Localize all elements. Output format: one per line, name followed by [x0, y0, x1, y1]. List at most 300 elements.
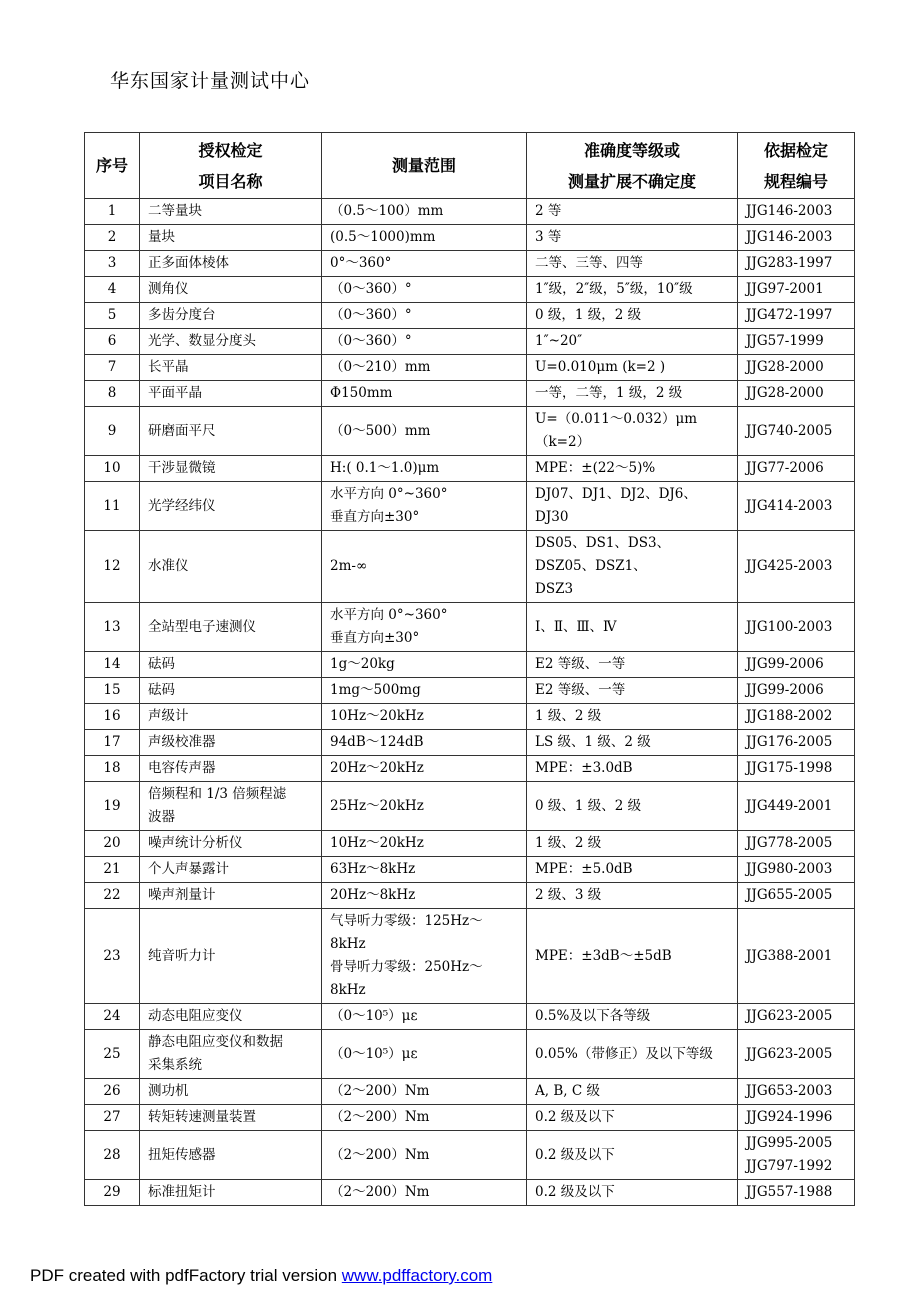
cell-name	[140, 303, 322, 329]
cell-accuracy	[527, 909, 738, 1004]
header-no: 序号	[85, 133, 140, 199]
cell-accuracy	[527, 329, 738, 355]
table-row	[85, 531, 855, 603]
cell-range-line: 1g～20kg	[330, 656, 395, 672]
cell-name-line: 干涉显微镜	[148, 460, 216, 476]
header-name-line: 授权检定	[198, 140, 263, 160]
cell-accuracy	[527, 1079, 738, 1105]
cell-range	[322, 531, 527, 603]
cell-no: 7	[85, 355, 140, 381]
cell-accuracy-line: DJ07、DJ1、DJ2、DJ6、DJ30	[535, 486, 697, 525]
cell-accuracy	[527, 678, 738, 704]
table-row	[85, 355, 855, 381]
cell-range	[322, 199, 527, 225]
cell-name-line: 水准仪	[148, 558, 189, 574]
cell-no: 26	[85, 1079, 140, 1105]
cell-range-line: H:( 0.1～1.0)μm	[330, 460, 440, 476]
cell-range-line: 1mg～500mg	[330, 682, 421, 698]
cell-accuracy-line: 2 级、3 级	[535, 887, 602, 903]
page-title: 华东国家计量测试中心	[110, 70, 311, 92]
cell-range-line: 8kHz	[330, 936, 366, 952]
cell-reg-line: JJG740-2005	[746, 422, 833, 439]
cell-accuracy-line: DSZ3	[535, 581, 574, 597]
table-row	[85, 831, 855, 857]
cell-accuracy-line: E2 等级、一等	[535, 682, 626, 698]
cell-no: 21	[85, 857, 140, 883]
cell-reg-line: JJG623-2005	[746, 1045, 833, 1062]
cell-accuracy	[527, 1004, 738, 1030]
cell-accuracy-line: U=（0.011～0.032）μm	[535, 411, 698, 427]
cell-reg-line: JJG146-2003	[746, 229, 833, 245]
cell-range	[322, 883, 527, 909]
cell-range	[322, 1030, 527, 1079]
cell-accuracy-line: 一等，二等，1 级，2 级	[535, 385, 683, 401]
header-accuracy-line: 测量扩展不确定度	[567, 171, 696, 191]
cell-name-line: 电容传声器	[148, 760, 216, 776]
cell-name	[140, 1180, 322, 1206]
cell-no: 9	[85, 407, 140, 456]
table-row	[85, 730, 855, 756]
cell-range	[322, 277, 527, 303]
cell-name	[140, 277, 322, 303]
cell-accuracy-line: MPE：±5.0dB	[535, 861, 633, 877]
cell-no: 10	[85, 456, 140, 482]
cell-name-line: 光学、数显分度头	[148, 333, 256, 349]
cell-name	[140, 1030, 322, 1079]
cell-reg-line: JJG924-1996	[746, 1109, 833, 1125]
cell-name-line: 研磨面平尺	[148, 422, 216, 439]
cell-range-line: 气导听力零级：125Hz～	[330, 913, 483, 929]
cell-accuracy-line: MPE：±3.0dB	[535, 760, 633, 776]
cell-reg	[738, 381, 855, 407]
cell-range	[322, 909, 527, 1004]
cell-name-line: 噪声剂量计	[148, 887, 216, 903]
cell-no: 29	[85, 1180, 140, 1206]
cell-range-line: （2～200）Nm	[330, 1083, 430, 1099]
cell-no: 18	[85, 756, 140, 782]
table-row	[85, 277, 855, 303]
cell-no: 13	[85, 603, 140, 652]
table-row	[85, 251, 855, 277]
cell-range	[322, 1131, 527, 1180]
cell-range	[322, 652, 527, 678]
cell-reg	[738, 603, 855, 652]
table-row	[85, 782, 855, 831]
cell-name-line: 声级计	[148, 708, 189, 724]
table-row	[85, 756, 855, 782]
cell-accuracy	[527, 652, 738, 678]
header-accuracy-line: 准确度等级或	[583, 140, 680, 160]
cell-name-line: 动态电阻应变仪	[148, 1008, 243, 1024]
cell-range	[322, 857, 527, 883]
cell-range	[322, 251, 527, 277]
cell-accuracy	[527, 303, 738, 329]
header-range: 测量范围	[322, 133, 527, 199]
cell-no: 22	[85, 883, 140, 909]
cell-accuracy	[527, 199, 738, 225]
table-row	[85, 1030, 855, 1079]
cell-name-line: 量块	[148, 229, 175, 245]
cell-reg-line: JJG175-1998	[746, 760, 833, 776]
cell-reg-line: JJG980-2003	[746, 861, 833, 877]
cell-reg	[738, 704, 855, 730]
cell-no: 6	[85, 329, 140, 355]
cell-reg-line: JJG995-2005	[746, 1135, 833, 1151]
table-row	[85, 456, 855, 482]
cell-reg-line: JJG99-2006	[746, 656, 824, 672]
cell-range	[322, 1079, 527, 1105]
table-row	[85, 1079, 855, 1105]
cell-name	[140, 831, 322, 857]
cell-reg-line: JJG472-1997	[746, 307, 833, 323]
cell-no: 1	[85, 199, 140, 225]
cell-accuracy-line: 0.2 级及以下	[535, 1146, 615, 1163]
cell-name-line: 多齿分度台	[148, 307, 216, 323]
cell-name	[140, 756, 322, 782]
cell-reg	[738, 329, 855, 355]
cell-accuracy-line: 1 级、2 级	[535, 708, 602, 724]
cell-range-line: （0～360）°	[330, 307, 412, 323]
cell-no: 4	[85, 277, 140, 303]
cell-range	[322, 303, 527, 329]
header-regulation-line: 规程编号	[763, 171, 828, 191]
cell-range-line: 骨导听力零级：250Hz～	[330, 959, 483, 975]
cell-name	[140, 381, 322, 407]
cell-accuracy	[527, 603, 738, 652]
header-accuracy	[527, 133, 738, 199]
cell-range-line: 20Hz～8kHz	[330, 887, 416, 903]
cell-no: 12	[85, 531, 140, 603]
cell-accuracy-line: 0.5%及以下各等级	[535, 1008, 651, 1024]
cell-range-line: （2～200）Nm	[330, 1184, 430, 1200]
cell-reg	[738, 1180, 855, 1206]
cell-reg-line: JJG176-2005	[746, 734, 833, 750]
cell-reg	[738, 482, 855, 531]
cell-range-line: （0～500）mm	[330, 422, 431, 439]
cell-range-line: （2～200）Nm	[330, 1146, 430, 1163]
cell-accuracy	[527, 407, 738, 456]
cell-range-line: 水平方向 0°~360°	[330, 607, 448, 623]
cell-name	[140, 782, 322, 831]
cell-no: 28	[85, 1131, 140, 1180]
cell-range-line: (0.5～1000)mm	[330, 229, 436, 245]
cell-accuracy	[527, 531, 738, 603]
cell-no: 3	[85, 251, 140, 277]
cell-name-line: 声级校准器	[148, 734, 216, 750]
cell-reg-line: JJG778-2005	[746, 835, 833, 851]
cell-no: 27	[85, 1105, 140, 1131]
cell-range	[322, 407, 527, 456]
cell-range	[322, 329, 527, 355]
table-row	[85, 704, 855, 730]
cell-range-line: Φ150mm	[330, 385, 393, 401]
cell-no: 8	[85, 381, 140, 407]
cell-accuracy-line: 0 级，1 级，2 级	[535, 307, 642, 323]
table-row	[85, 225, 855, 251]
cell-accuracy-line: 1″~20″	[535, 333, 583, 349]
cell-name	[140, 678, 322, 704]
cell-range-line: 8kHz	[330, 982, 366, 998]
cell-accuracy	[527, 251, 738, 277]
table-row	[85, 1180, 855, 1206]
cell-accuracy-line: 二等、三等、四等	[535, 255, 643, 271]
cell-name-line: 平面平晶	[148, 385, 202, 401]
cell-name-line: 测角仪	[148, 281, 189, 297]
table-row	[85, 407, 855, 456]
table-body	[85, 199, 855, 1206]
cell-range-line: 10Hz～20kHz	[330, 835, 424, 851]
cell-name	[140, 199, 322, 225]
cell-name-line: 转矩转速测量装置	[148, 1109, 256, 1125]
cell-name	[140, 883, 322, 909]
table-row	[85, 1131, 855, 1180]
cell-range	[322, 482, 527, 531]
cell-reg-line: JJG57-1999	[746, 333, 824, 349]
cell-name	[140, 329, 322, 355]
table-row	[85, 303, 855, 329]
cell-name-line: 标准扭矩计	[148, 1184, 216, 1200]
cell-range	[322, 704, 527, 730]
cell-accuracy	[527, 883, 738, 909]
footer-text: PDF created with pdfFactory trial version	[30, 1266, 342, 1285]
cell-reg	[738, 251, 855, 277]
header-name	[140, 133, 322, 199]
table-header-row	[85, 133, 855, 199]
table-row	[85, 678, 855, 704]
cell-range-line: 10Hz～20kHz	[330, 708, 424, 724]
cell-accuracy-line: 1 级、2 级	[535, 835, 602, 851]
cell-range	[322, 831, 527, 857]
table-row	[85, 909, 855, 1004]
cell-reg-line: JJG388-2001	[746, 947, 833, 964]
cell-range-line: （0～360）°	[330, 281, 412, 297]
cell-no: 25	[85, 1030, 140, 1079]
cell-name	[140, 909, 322, 1004]
cell-reg-line: JJG425-2003	[746, 558, 833, 574]
cell-reg-line: JJG100-2003	[746, 618, 833, 635]
cell-range-line: 水平方向 0°~360°	[330, 486, 448, 502]
cell-reg-line: JJG28-2000	[746, 385, 824, 401]
cell-reg	[738, 909, 855, 1004]
cell-name-line: 砝码	[148, 656, 175, 672]
cell-name-line: 噪声统计分析仪	[148, 835, 243, 851]
cell-accuracy-line: U=0.010μm (k=2 )	[535, 359, 666, 375]
cell-no: 15	[85, 678, 140, 704]
cell-no: 2	[85, 225, 140, 251]
cell-range	[322, 225, 527, 251]
cell-range	[322, 355, 527, 381]
cell-accuracy-line: A, B, C 级	[535, 1083, 600, 1099]
cell-range-line: （0～360）°	[330, 333, 412, 349]
cell-range	[322, 456, 527, 482]
cell-name-line: 长平晶	[148, 359, 189, 375]
cell-name-line: 测功机	[148, 1083, 189, 1099]
cell-name	[140, 857, 322, 883]
cell-range	[322, 782, 527, 831]
cell-reg-line: JJG449-2001	[746, 797, 833, 814]
table-row	[85, 652, 855, 678]
cell-no: 5	[85, 303, 140, 329]
cell-no: 14	[85, 652, 140, 678]
cell-name-line: 二等量块	[148, 203, 202, 219]
cell-range	[322, 603, 527, 652]
cell-range	[322, 756, 527, 782]
cell-range	[322, 730, 527, 756]
cell-reg-line: JJG28-2000	[746, 359, 824, 375]
cell-accuracy-line: 3 等	[535, 229, 562, 245]
cell-name-line: 正多面体棱体	[148, 255, 229, 271]
cell-reg	[738, 730, 855, 756]
cell-reg	[738, 652, 855, 678]
cell-accuracy	[527, 782, 738, 831]
cell-reg	[738, 456, 855, 482]
cell-accuracy-line: DS05、DS1、DS3、DSZ05、DSZ1、	[535, 535, 671, 574]
cell-reg-line: JJG653-2003	[746, 1083, 833, 1099]
cell-reg	[738, 1004, 855, 1030]
cell-reg-line: JJG623-2005	[746, 1008, 833, 1024]
pdf-footer	[30, 1266, 492, 1286]
cell-name	[140, 482, 322, 531]
cell-name-line: 个人声暴露计	[148, 861, 229, 877]
cell-range-line: 25Hz～20kHz	[330, 797, 424, 814]
cell-name	[140, 355, 322, 381]
cell-accuracy	[527, 355, 738, 381]
cell-no: 20	[85, 831, 140, 857]
cell-accuracy-line: LS 级、1 级、2 级	[535, 734, 651, 750]
cell-accuracy	[527, 225, 738, 251]
cell-accuracy-line: 0.2 级及以下	[535, 1109, 615, 1125]
cell-range	[322, 381, 527, 407]
cell-reg-line: JJG188-2002	[746, 708, 833, 724]
header-name-line: 项目名称	[198, 171, 263, 191]
cell-accuracy	[527, 456, 738, 482]
cell-name	[140, 704, 322, 730]
cell-name-line: 光学经纬仪	[148, 497, 216, 514]
cell-reg-line: JJG77-2006	[746, 460, 824, 476]
cell-range-line: （2～200）Nm	[330, 1109, 430, 1125]
cell-range-line: （0.5～100）mm	[330, 203, 444, 219]
cell-reg	[738, 531, 855, 603]
header-regulation	[738, 133, 855, 199]
cell-no: 11	[85, 482, 140, 531]
cell-range-line: 63Hz～8kHz	[330, 861, 416, 877]
cell-name	[140, 225, 322, 251]
cell-name	[140, 1105, 322, 1131]
cell-reg-line: JJG655-2005	[746, 887, 833, 903]
table-row	[85, 329, 855, 355]
cell-name	[140, 251, 322, 277]
cell-no: 23	[85, 909, 140, 1004]
cell-accuracy	[527, 381, 738, 407]
cell-name	[140, 1131, 322, 1180]
cell-name	[140, 531, 322, 603]
cell-accuracy	[527, 1180, 738, 1206]
cell-accuracy-line: 0 级、1 级、2 级	[535, 797, 642, 814]
cell-reg	[738, 1079, 855, 1105]
table-row	[85, 482, 855, 531]
cell-accuracy	[527, 277, 738, 303]
cell-range-line: 2m-∞	[330, 558, 368, 574]
calibration-table	[84, 132, 855, 1206]
cell-range	[322, 1004, 527, 1030]
cell-reg-line: JJG97-2001	[746, 281, 824, 297]
cell-range-line: 0°～360°	[330, 255, 392, 271]
cell-accuracy	[527, 704, 738, 730]
footer-link[interactable]: www.pdffactory.com	[341, 1266, 493, 1285]
header-regulation-line: 依据检定	[763, 140, 828, 160]
cell-reg	[738, 277, 855, 303]
cell-reg-line: JJG283-1997	[746, 255, 833, 271]
cell-reg	[738, 225, 855, 251]
cell-reg	[738, 756, 855, 782]
cell-name-line: 静态电阻应变仪和数据	[148, 1034, 283, 1050]
cell-range-line: （0～210）mm	[330, 359, 431, 375]
cell-accuracy	[527, 756, 738, 782]
table-row	[85, 883, 855, 909]
cell-accuracy-line: MPE：±3dB～±5dB	[535, 947, 672, 964]
cell-accuracy-line: Ⅰ、Ⅱ、Ⅲ、Ⅳ	[535, 618, 617, 635]
cell-name-line: 扭矩传感器	[148, 1146, 216, 1163]
cell-accuracy	[527, 857, 738, 883]
cell-reg-line: JJG146-2003	[746, 203, 833, 219]
cell-reg	[738, 1030, 855, 1079]
cell-name-line: 采集系统	[148, 1057, 202, 1073]
cell-reg-line: JJG797-1992	[746, 1158, 833, 1174]
cell-range-line: （0～10⁵）με	[330, 1008, 418, 1024]
cell-name-line: 波器	[148, 809, 175, 825]
cell-accuracy-line: 1″级，2″级，5″级，10″级	[535, 281, 693, 297]
cell-no: 17	[85, 730, 140, 756]
cell-range-line: 垂直方向±30°	[330, 509, 420, 525]
cell-reg	[738, 883, 855, 909]
cell-name	[140, 730, 322, 756]
cell-range	[322, 1180, 527, 1206]
cell-accuracy	[527, 831, 738, 857]
cell-name	[140, 456, 322, 482]
cell-accuracy-line: 2 等	[535, 203, 562, 219]
cell-name	[140, 1004, 322, 1030]
cell-reg	[738, 678, 855, 704]
table-row	[85, 603, 855, 652]
cell-accuracy	[527, 482, 738, 531]
cell-accuracy	[527, 730, 738, 756]
cell-accuracy	[527, 1131, 738, 1180]
cell-name	[140, 603, 322, 652]
table-row	[85, 381, 855, 407]
cell-range-line: 94dB～124dB	[330, 734, 424, 750]
cell-reg	[738, 1131, 855, 1180]
cell-no: 16	[85, 704, 140, 730]
cell-reg-line: JJG414-2003	[746, 497, 833, 514]
cell-name	[140, 1079, 322, 1105]
cell-range-line: （0～10⁵）με	[330, 1045, 418, 1062]
table-row	[85, 1105, 855, 1131]
cell-accuracy-line: 0.2 级及以下	[535, 1184, 615, 1200]
cell-accuracy-line: MPE：±(22～5)%	[535, 460, 656, 476]
cell-reg-line: JJG99-2006	[746, 682, 824, 698]
table-row	[85, 857, 855, 883]
cell-range-line: 垂直方向±30°	[330, 630, 420, 646]
cell-reg	[738, 303, 855, 329]
cell-reg	[738, 857, 855, 883]
cell-range	[322, 678, 527, 704]
cell-accuracy	[527, 1030, 738, 1079]
cell-reg	[738, 831, 855, 857]
table-row	[85, 199, 855, 225]
cell-name	[140, 652, 322, 678]
cell-accuracy	[527, 1105, 738, 1131]
cell-reg	[738, 199, 855, 225]
